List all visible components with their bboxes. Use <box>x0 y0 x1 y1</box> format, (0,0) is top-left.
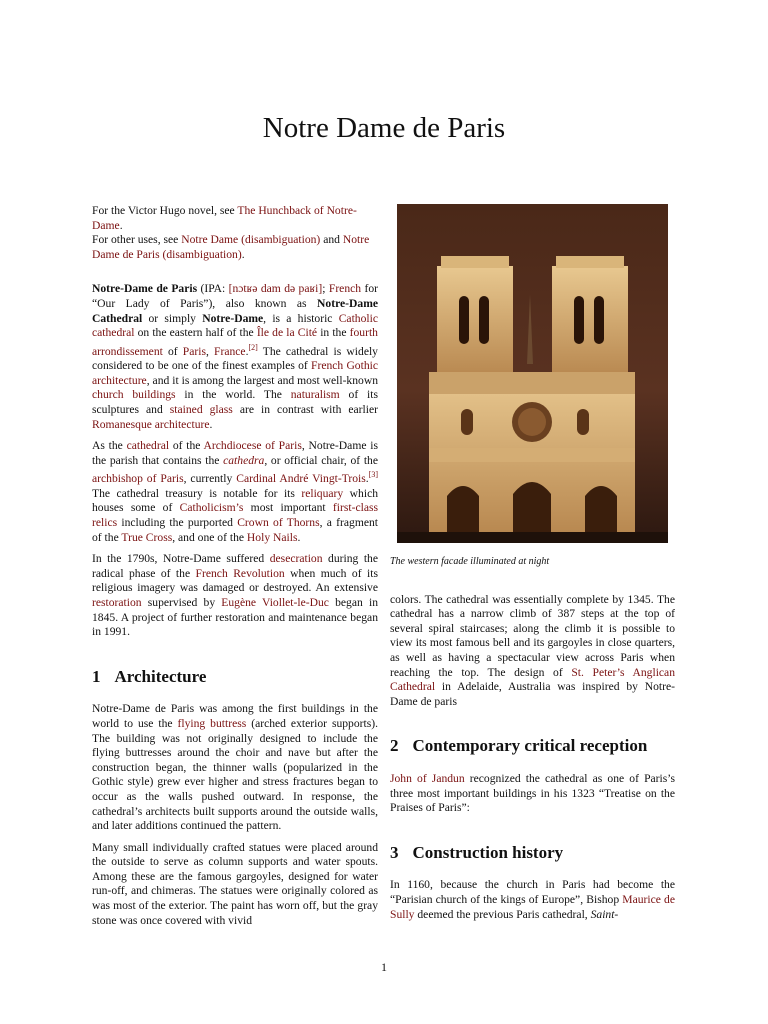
link-french[interactable]: French <box>328 282 362 296</box>
intro-paragraph: Notre-Dame de Paris (IPA: [nɔtʁə dam də paʁi]; French for “Our Lady of Paris”), also known as Notre-Dame Cathedral or simply Notre-Dame, is a historic Catholic cathedral on the eastern half of the Île de la Cité in the fourth arrondissement of Paris, France.[2] The cathedral is widely considered to be one of the finest examples of French Gothic architecture, and it is among the largest and most well-known church buildings in the world. The naturalism of its sculptures and stained glass are in contrast with earlier Romanesque architecture. <box>92 282 379 431</box>
link-cathedral-2[interactable]: cathedral <box>126 439 170 453</box>
link-crown-of-thorns[interactable]: Crown of Thorns <box>237 516 320 529</box>
section-heading-reception: 2 Contemporary critical reception <box>390 736 648 756</box>
architecture-paragraph-3: colors. The cathedral was essentially complete by 1345. The cathedral has a narrow climb of 387 steps at the top of several spiral staircases; along the climb it is possible to view its most famous bell and its gargoyles in close quarters, as well as having a spectacular view across Paris when reaching the top. The design of St. Peter’s Anglican Cathedral in Adelaide, Australia was inspired by Notre-Dame de paris <box>390 592 675 708</box>
link-catholic[interactable]: Catholic <box>338 311 378 325</box>
archdiocese-paragraph: As the cathedral of the Archdiocese of Paris, Notre-Dame is the parish that contains the cathedra, or official chair, of the archbishop of Paris, currently Cardinal André Vingt-Trois.[3] The cathedral treasury is notable for its reliquary which houses some of Catholicism’s most important first-class relics including the purported Crown of Thorns, a fragment of the True Cross, and one of the Holy Nails. <box>92 439 379 544</box>
link-relics[interactable]: first-class relics <box>92 501 378 529</box>
link-desecration[interactable]: desecration <box>269 552 323 566</box>
architecture-paragraph-2: Many small individually crafted statues were placed around the outside to serve as column supports and water spouts. Among these are the famous gargoyles, designed for water run-off, and chimeras. The statues were originally colored as was most of the exterior. The paint has worn off, but the gray stone was once covered with vivid <box>92 840 378 927</box>
link-restoration[interactable]: restoration <box>92 595 142 609</box>
link-reliquary[interactable]: reliquary <box>301 486 344 500</box>
architecture-paragraph-1: Notre-Dame de Paris was among the first buildings in the world to use the flying buttress (arched exterior supports). The building was not originally designed to include the flying buttresses around the choir and nave but after the construction began, the thinner walls (popularized in the Gothic style) grew ever higher and stress fractures began to occur as the walls pushed outward. In response, the cathedral’s architects built supports around the outside walls, and later additions continued the pattern. <box>92 702 378 833</box>
link-holy-nails[interactable]: Holy Nails <box>246 530 298 544</box>
link-notre-dame-disambiguation[interactable]: Notre Dame (disambiguation) <box>181 233 321 247</box>
link-maurice-de-sully[interactable]: Maurice de Sully <box>390 892 676 921</box>
link-catholicism[interactable]: Catholicism’s <box>179 501 244 515</box>
link-hunchback[interactable]: The Hunchback of Notre-Dame <box>92 204 357 232</box>
link-naturalism[interactable]: naturalism <box>290 388 340 402</box>
link-romanesque[interactable]: Romanesque architecture <box>92 417 210 431</box>
link-paris[interactable]: Paris <box>182 344 206 358</box>
ref-2[interactable]: [2] <box>248 342 258 352</box>
link-french-revolution[interactable]: French Revolution <box>195 566 285 580</box>
link-st-peters[interactable]: St. Peter’s Anglican Cathedral <box>390 665 675 694</box>
link-church-buildings[interactable]: church buildings <box>92 388 176 402</box>
section-heading-construction: 3 Construction history <box>390 842 564 862</box>
link-archbishop[interactable]: archbishop of Paris <box>92 472 184 486</box>
figure-caption: The western facade illuminated at night <box>390 556 550 567</box>
link-ile-de-la-cite[interactable]: Île de la Cité <box>256 326 318 340</box>
revolution-paragraph: In the 1790s, Notre-Dame suffered desecration during the radical phase of the French Revolution when much of its religious imagery was damaged or destroyed. An extensive restoration supervised by Eugène Viollet-le-Duc began in 1845. A project of further restoration and maintenance began in 1991. <box>92 552 379 639</box>
right-column <box>390 555 675 929</box>
link-stained-glass[interactable]: stained glass <box>169 402 233 416</box>
link-flying-buttress[interactable]: flying buttress <box>177 716 247 730</box>
link-notre-dame-de-paris-disambiguation[interactable]: Notre Dame de Paris (disambiguation) <box>92 233 370 261</box>
link-cathedral[interactable]: cathedral <box>92 326 135 340</box>
hatnote-novel: For the Victor Hugo novel, see The Hunchback of Notre-Dame. <box>92 204 357 232</box>
cathedral-photo <box>397 204 668 543</box>
link-john-of-jandun[interactable]: John of Jandun <box>390 771 465 785</box>
construction-paragraph: In 1160, because the church in Paris had become the “Parisian church of the kings of Europe”, Bishop Maurice de Sully deemed the previous Paris cathedral, Saint- <box>390 878 676 921</box>
hatnote-other-uses: For other uses, see Notre Dame (disambiguation) and Notre Dame de Paris (disambiguation). <box>92 233 370 261</box>
link-fourth-arrondissement[interactable]: fourth arrondissement <box>92 326 378 358</box>
link-archdiocese[interactable]: Archdiocese of Paris <box>203 439 302 453</box>
link-france[interactable]: France <box>214 344 246 358</box>
link-viollet-le-duc[interactable]: Eugène Viollet-le-Duc <box>221 595 329 609</box>
link-true-cross[interactable]: True Cross <box>121 530 173 544</box>
reception-paragraph: John of Jandun recognized the cathedral as one of Paris’s three most important buildings in his 1323 “Treatise on the Praises of Paris”: <box>390 771 675 815</box>
page-number: 1 <box>381 960 387 974</box>
link-cardinal[interactable]: Cardinal André Vingt-Trois <box>236 472 366 486</box>
link-french-gothic[interactable]: French Gothic architecture <box>92 359 378 387</box>
ref-3[interactable]: [3] <box>368 470 379 480</box>
page-title: Notre Dame de Paris <box>262 112 506 144</box>
link-cathedra[interactable]: cathedra <box>223 453 265 467</box>
cathedral-facade-illustration <box>397 204 668 543</box>
link-ipa[interactable]: [nɔtʁə dam də paʁi] <box>228 282 323 296</box>
left-column <box>92 204 378 935</box>
section-heading-architecture: 1 Architecture <box>92 666 207 686</box>
